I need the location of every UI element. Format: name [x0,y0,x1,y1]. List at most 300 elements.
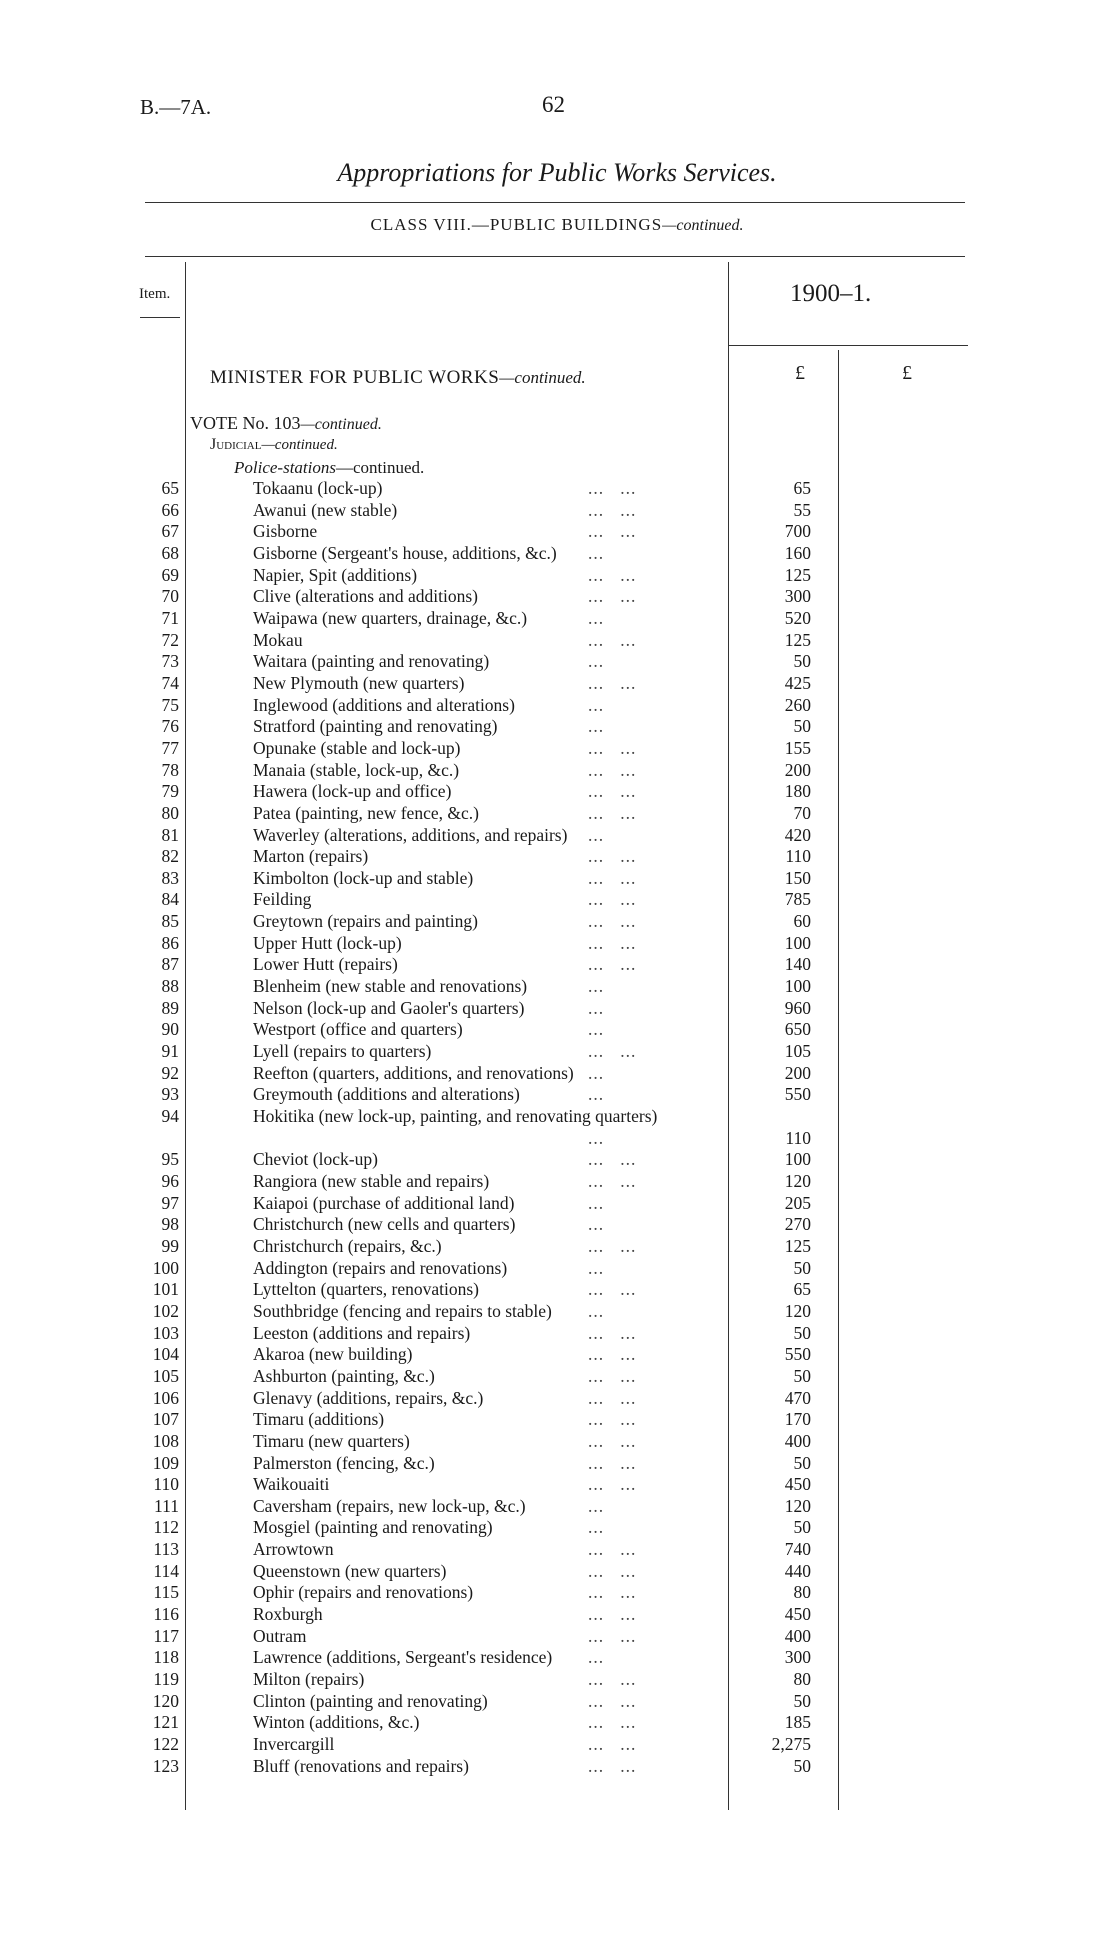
item-description: Palmerston (fencing, &c.) [253,1452,435,1473]
item-amount: 125 [784,564,811,585]
item-description: Christchurch (repairs, &c.) [253,1235,442,1256]
item-amount: 185 [784,1712,811,1733]
item-number: 74 [161,672,179,693]
item-description: Greytown (repairs and painting) [253,911,478,932]
item-amount: 65 [793,1279,811,1300]
item-amount: 470 [784,1387,811,1408]
table-row [0,1669,1114,1691]
item-number: 99 [161,1235,179,1256]
table-row [0,1019,1114,1041]
item-description: Christchurch (new cells and quarters) [253,1214,516,1235]
item-number: 107 [152,1409,179,1430]
item-amount: 125 [784,629,811,650]
item-description: Timaru (additions) [253,1409,385,1430]
item-number: 110 [153,1474,179,1495]
rule-under-title [145,202,965,203]
leader-dots: ... ... [588,1409,637,1430]
item-description: Ophir (repairs and renovations) [253,1582,474,1603]
table-row [0,1582,1114,1604]
item-amount: 100 [784,932,811,953]
table-row [0,1301,1114,1323]
table-row [0,1453,1114,1475]
table-row [0,781,1114,803]
leader-dots: ... [588,1300,605,1321]
item-amount: 110 [785,1127,811,1148]
leader-dots: ... ... [588,1041,637,1062]
item-description: Addington (repairs and renovations) [253,1257,508,1278]
leader-dots: ... ... [588,781,637,802]
leader-dots: ... ... [588,1604,637,1625]
table-row [0,695,1114,717]
item-description: Lower Hutt (repairs) [253,954,398,975]
item-amount: 420 [784,824,811,845]
table-row [0,1279,1114,1301]
item-description: Waitara (painting and renovating) [253,651,490,672]
table-row [0,586,1114,608]
item-amount: 125 [784,1235,811,1256]
item-amount: 140 [784,954,811,975]
leader-dots: ... ... [588,1322,637,1343]
leader-dots: ... [588,1495,605,1516]
item-amount: 300 [784,1647,811,1668]
item-description: Marton (repairs) [253,846,369,867]
item-description: Rangiora (new stable and repairs) [253,1170,490,1191]
item-number: 88 [161,976,179,997]
item-description: Winton (additions, &c.) [253,1712,420,1733]
table-row [0,1214,1114,1236]
item-number: 94 [161,1106,179,1127]
table-row [0,521,1114,543]
item-amount: 50 [793,651,811,672]
item-number: 98 [161,1214,179,1235]
item-description: Queenstown (new quarters) [253,1560,447,1581]
item-amount: 450 [784,1604,811,1625]
leader-dots: ... [588,997,605,1018]
item-number: 72 [161,629,179,650]
table-row [0,1084,1114,1106]
table-row [0,1626,1114,1648]
table-row [0,1344,1114,1366]
item-number: 91 [161,1041,179,1062]
table-row [0,630,1114,652]
item-description: Waverley (alterations, additions, and repairs) [253,824,568,845]
table-row [0,825,1114,847]
item-description: Leeston (additions and repairs) [253,1322,471,1343]
leader-dots: ... ... [588,1582,637,1603]
item-number: 75 [161,694,179,715]
item-number: 67 [161,521,179,542]
item-number: 104 [152,1344,179,1365]
judicial-subheading [210,436,338,454]
item-number: 84 [161,889,179,910]
leader-dots: ... [588,694,605,715]
item-number: 92 [161,1062,179,1083]
leader-dots: ... ... [588,1625,637,1646]
class-heading-continued: —continued. [662,217,744,234]
item-number: 95 [161,1149,179,1170]
item-number: 101 [152,1279,179,1300]
item-description: Southbridge (fencing and repairs to stable) [253,1300,552,1321]
item-amount: 740 [784,1539,811,1560]
leader-dots: ... [588,1084,605,1105]
leader-dots: ... ... [588,1539,637,1560]
leader-dots: ... ... [588,1170,637,1191]
table-row [0,1431,1114,1453]
item-amount: 50 [793,1322,811,1343]
item-number: 115 [153,1582,179,1603]
item-amount: 50 [793,1690,811,1711]
item-number: 112 [153,1517,179,1538]
item-number: 106 [152,1387,179,1408]
leader-dots: ... [588,1214,605,1235]
item-description: Tokaanu (lock-up) [253,478,383,498]
item-number: 117 [153,1625,179,1646]
item-amount: 700 [784,521,811,542]
leader-dots: ... ... [588,932,637,953]
leader-dots: ... ... [588,1474,637,1495]
table-row [0,1041,1114,1063]
item-amount: 80 [793,1582,811,1603]
item-number: 66 [161,499,179,520]
leader-dots: ... [588,542,605,563]
item-description: Upper Hutt (lock-up) [253,932,402,953]
item-number: 105 [152,1365,179,1386]
item-description: Feilding [253,889,312,910]
item-number: 121 [152,1712,179,1733]
document-reference: B.—7A. [140,95,212,119]
item-amount: 200 [784,759,811,780]
table-row [0,1063,1114,1085]
item-amount: 2,275 [771,1734,811,1755]
item-description: Westport (office and quarters) [253,1019,463,1040]
item-description: Waikouaiti [253,1474,330,1495]
item-number: 118 [153,1647,179,1668]
table-row [0,1149,1114,1171]
item-number: 119 [153,1669,179,1690]
table-row [0,998,1114,1020]
class-heading [0,215,1114,235]
appropriation-items-list [0,478,1114,1777]
item-number: 89 [161,997,179,1018]
item-description: Waipawa (new quarters, drainage, &c.) [253,607,528,628]
item-number: 116 [153,1604,179,1625]
item-amount: 450 [784,1474,811,1495]
item-description: Kaiapoi (purchase of additional land) [253,1192,515,1213]
item-number: 113 [153,1539,179,1560]
leader-dots: ... ... [588,1669,637,1690]
table-row [0,889,1114,911]
item-amount: 425 [784,672,811,693]
item-number: 120 [152,1690,179,1711]
judicial-subheading-continued: —continued. [261,437,338,453]
item-number: 81 [161,824,179,845]
leader-dots: ... ... [588,954,637,975]
item-description: Kimbolton (lock-up and stable) [253,867,474,888]
leader-dots: ... [588,1127,605,1148]
item-description: Manaia (stable, lock-up, &c.) [253,759,460,780]
item-number: 102 [152,1300,179,1321]
leader-dots: ... [588,1257,605,1278]
leader-dots: ... ... [588,629,637,650]
table-row [0,760,1114,782]
table-row [0,1388,1114,1410]
item-description: Lyell (repairs to quarters) [253,1041,432,1062]
item-description: Mokau [253,629,303,650]
table-row [0,500,1114,522]
item-amount: 50 [793,1257,811,1278]
item-number: 71 [161,607,179,628]
item-amount: 150 [784,867,811,888]
item-number: 123 [152,1755,179,1776]
leader-dots: ... [588,607,605,628]
pound-symbol-col2: £ [902,362,912,384]
item-number: 73 [161,651,179,672]
item-number: 122 [152,1734,179,1755]
item-description: New Plymouth (new quarters) [253,672,465,693]
item-description: Cheviot (lock-up) [253,1149,378,1170]
table-row [0,673,1114,695]
item-number: 97 [161,1192,179,1213]
leader-dots: ... ... [588,1452,637,1473]
item-description: Blenheim (new stable and renovations) [253,976,528,997]
minister-heading [210,367,586,389]
table-row [0,846,1114,868]
item-description: Awanui (new stable) [253,499,398,520]
leader-dots: ... [588,1192,605,1213]
table-row [0,1561,1114,1583]
leader-dots: ... ... [588,846,637,867]
item-number: 114 [153,1560,179,1581]
leader-dots: ... ... [588,478,637,498]
item-description: Reefton (quarters, additions, and renovations) [253,1062,574,1083]
leader-dots: ... ... [588,1734,637,1755]
table-row [0,1106,1114,1149]
table-row [0,1193,1114,1215]
leader-dots: ... ... [588,1279,637,1300]
leader-dots: ... ... [588,586,637,607]
item-amount: 205 [784,1192,811,1213]
leader-dots: ... [588,976,605,997]
item-number: 76 [161,716,179,737]
table-row [0,1171,1114,1193]
item-amount: 440 [784,1560,811,1581]
table-row [0,868,1114,890]
item-amount: 55 [793,499,811,520]
leader-dots: ... ... [588,672,637,693]
item-description: Lyttelton (quarters, renovations) [253,1279,479,1300]
leader-dots: ... [588,1647,605,1668]
leader-dots: ... ... [588,911,637,932]
item-amount: 960 [784,997,811,1018]
table-row [0,1691,1114,1713]
item-amount: 400 [784,1430,811,1451]
leader-dots: ... ... [588,1235,637,1256]
item-number: 79 [161,781,179,802]
page-number: 62 [542,92,565,117]
table-row [0,1409,1114,1431]
item-number: 68 [161,542,179,563]
year-column-header: 1900–1. [790,280,872,307]
item-number: 85 [161,911,179,932]
item-number: 83 [161,867,179,888]
leader-dots: ... ... [588,1755,637,1776]
table-row [0,1712,1114,1734]
item-number: 70 [161,586,179,607]
item-amount: 785 [784,889,811,910]
item-amount: 50 [793,1517,811,1538]
item-amount: 170 [784,1409,811,1430]
item-description: Arrowtown [253,1539,334,1560]
leader-dots: ... [588,1062,605,1083]
leader-dots: ... [588,824,605,845]
table-row [0,565,1114,587]
item-description: Roxburgh [253,1604,323,1625]
item-number: 80 [161,802,179,823]
table-row [0,1258,1114,1280]
table-row [0,1647,1114,1669]
rule-under-class-heading [145,256,965,257]
table-row [0,976,1114,998]
pound-symbol-col1: £ [795,362,805,384]
item-description: Invercargill [253,1734,335,1755]
police-stations-subheading-text: Police-stations [234,458,336,477]
item-description: Akaroa (new building) [253,1344,413,1365]
item-description: Timaru (new quarters) [253,1430,410,1451]
item-description: Outram [253,1625,307,1646]
item-amount: 110 [785,846,811,867]
item-description: Lawrence (additions, Sergeant's residence) [253,1647,553,1668]
item-number: 90 [161,1019,179,1040]
item-description: Stratford (painting and renovating) [253,716,498,737]
item-amount: 650 [784,1019,811,1040]
table-row [0,478,1114,500]
item-number: 111 [154,1495,179,1516]
item-description: Greymouth (additions and alterations) [253,1084,520,1105]
item-description: Caversham (repairs, new lock-up, &c.) [253,1495,526,1516]
item-description: Bluff (renovations and repairs) [253,1755,469,1776]
item-description: Nelson (lock-up and Gaoler's quarters) [253,997,525,1018]
item-description: Opunake (stable and lock-up) [253,737,461,758]
leader-dots: ... ... [588,1387,637,1408]
item-amount: 50 [793,1452,811,1473]
leader-dots: ... ... [588,759,637,780]
item-description: Clinton (painting and renovating) [253,1690,488,1711]
item-amount: 60 [793,911,811,932]
table-row [0,608,1114,630]
leader-dots: ... ... [588,1430,637,1451]
item-amount: 550 [784,1084,811,1105]
table-row [0,651,1114,673]
item-number: 96 [161,1170,179,1191]
table-row [0,543,1114,565]
vote-heading [190,413,382,434]
item-description: Patea (painting, new fence, &c.) [253,802,479,823]
item-amount: 70 [793,802,811,823]
item-description: Hawera (lock-up and office) [253,781,452,802]
table-row [0,1236,1114,1258]
item-number: 103 [152,1322,179,1343]
item-number: 82 [161,846,179,867]
item-description: Glenavy (additions, repairs, &c.) [253,1387,484,1408]
table-row [0,1604,1114,1626]
item-description: Inglewood (additions and alterations) [253,694,515,715]
table-row [0,1734,1114,1756]
item-amount: 105 [784,1041,811,1062]
item-amount: 120 [784,1170,811,1191]
item-number: 65 [161,478,179,498]
police-stations-subheading-continued: —continued. [335,458,425,477]
item-amount: 180 [784,781,811,802]
vote-heading-continued: —continued. [300,416,382,433]
item-amount: 50 [793,1365,811,1386]
table-row [0,1539,1114,1561]
item-description: Napier, Spit (additions) [253,564,418,585]
item-amount: 80 [793,1669,811,1690]
item-amount: 120 [784,1300,811,1321]
item-description: Clive (alterations and additions) [253,586,479,607]
item-description: Gisborne [253,521,318,542]
item-amount: 270 [784,1214,811,1235]
item-number: 87 [161,954,179,975]
leader-dots: ... [588,716,605,737]
item-number: 69 [161,564,179,585]
item-amount: 155 [784,737,811,758]
table-row [0,1496,1114,1518]
item-number: 109 [152,1452,179,1473]
item-number: 78 [161,759,179,780]
item-amount: 100 [784,976,811,997]
item-description: Mosgiel (painting and renovating) [253,1517,493,1538]
item-number: 93 [161,1084,179,1105]
leader-dots: ... [588,1517,605,1538]
table-row [0,803,1114,825]
item-description: Milton (repairs) [253,1669,365,1690]
item-amount: 120 [784,1495,811,1516]
table-row [0,911,1114,933]
leader-dots: ... ... [588,889,637,910]
item-amount: 260 [784,694,811,715]
item-amount: 200 [784,1062,811,1083]
item-amount: 550 [784,1344,811,1365]
minister-heading-text: MINISTER FOR PUBLIC WORKS [210,367,500,388]
item-description: Ashburton (painting, &c.) [253,1365,435,1386]
item-amount: 50 [793,1755,811,1776]
leader-dots: ... ... [588,867,637,888]
leader-dots: ... ... [588,1712,637,1733]
table-row [0,1474,1114,1496]
table-row [0,738,1114,760]
item-amount: 300 [784,586,811,607]
table-row [0,933,1114,955]
item-amount: 65 [793,478,811,498]
leader-dots: ... ... [588,564,637,585]
item-amount: 100 [784,1149,811,1170]
table-row [0,1323,1114,1345]
leader-dots: ... [588,1019,605,1040]
item-amount: 400 [784,1625,811,1646]
leader-dots: ... ... [588,499,637,520]
item-description: Gisborne (Sergeant's house, additions, &c.) [253,542,557,563]
item-amount: 160 [784,542,811,563]
leader-dots: ... ... [588,1365,637,1386]
table-row [0,954,1114,976]
rule-under-item-label [140,317,180,318]
table-row [0,716,1114,738]
minister-heading-continued: —continued. [499,368,586,387]
class-heading-text: CLASS VIII.—PUBLIC BUILDINGS [370,215,663,234]
item-column-header: Item. [139,286,171,302]
leader-dots: ... ... [588,1560,637,1581]
